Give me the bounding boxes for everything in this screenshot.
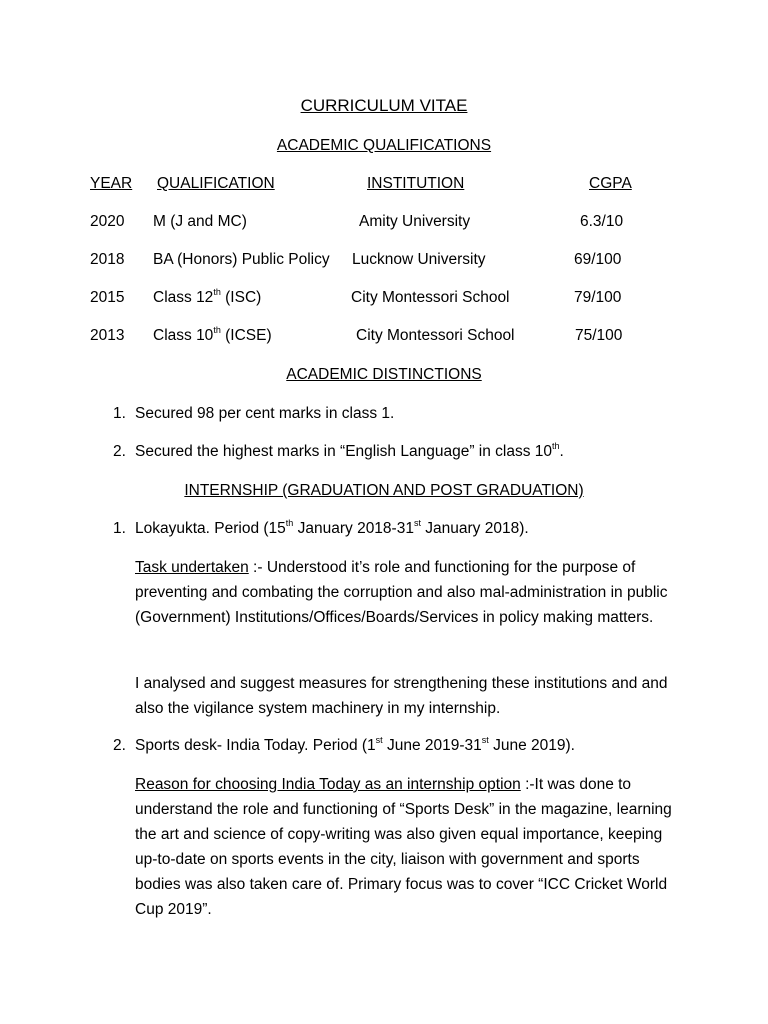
row-cgpa: 79/100 [574,289,622,306]
list-number: 1. [113,520,126,537]
row-cgpa: 75/100 [575,327,623,344]
academic-qualifications-heading: ACADEMIC QUALIFICATIONS [276,137,492,154]
row-qualification: BA (Honors) Public Policy [153,251,330,268]
row-year: 2013 [90,327,125,344]
list-text: Secured the highest marks in “English Language” in class 10th. [135,441,564,460]
row-cgpa: 6.3/10 [580,213,624,230]
internship-extra: I analysed and suggest measures for strengthening these institutions and and also the vigilance system machinery in my internship. [135,675,668,717]
row-institution: Amity University [359,213,471,230]
row-qualification: Class 10th (ICSE) [153,325,272,344]
row-qualification: M (J and MC) [153,213,247,230]
list-number: 2. [113,443,126,460]
header-qualification: QUALIFICATION [157,175,275,192]
internship-period: Lokayukta. Period (15th January 2018-31st January 2018). [135,518,529,537]
list-text: Secured 98 per cent marks in class 1. [135,405,395,422]
row-institution: Lucknow University [352,251,486,268]
row-year: 2015 [90,289,125,306]
row-cgpa: 69/100 [574,251,622,268]
row-institution: City Montessori School [356,327,515,344]
row-institution: City Montessori School [351,289,510,306]
header-cgpa: CGPA [589,175,632,192]
header-institution: INSTITUTION [367,175,465,192]
internship-description: Task undertaken :- Understood it’s role and functioning for the purpose of preventing and combating the corruption and also mal-administration in public (Government) Institutions/Offices/Boards/Services in policy making matters. [135,559,668,626]
row-year: 2018 [90,251,125,268]
row-qualification: Class 12th (ISC) [153,287,262,306]
internship-heading: INTERNSHIP (GRADUATION AND POST GRADUATION) [184,482,584,499]
academic-distinctions-heading: ACADEMIC DISTINCTIONS [286,366,482,383]
row-year: 2020 [90,213,125,230]
list-number: 2. [113,737,126,754]
list-number: 1. [113,405,126,422]
document-title: CURRICULUM VITAE [300,96,468,115]
header-year: YEAR [90,175,133,192]
internship-period: Sports desk- India Today. Period (1st June 2019-31st June 2019). [135,735,575,754]
internship-description: Reason for choosing India Today as an internship option :-It was done to understand the role and functioning of “Sports Desk” in the magazine, learning the art and science of copy-writing was also given equal importance, keeping up-to-date on sports events in the city, liaison with government and sports bodies was also taken care of. Primary focus was to cover “ICC Cricket World Cup 2019”. [135,776,672,918]
